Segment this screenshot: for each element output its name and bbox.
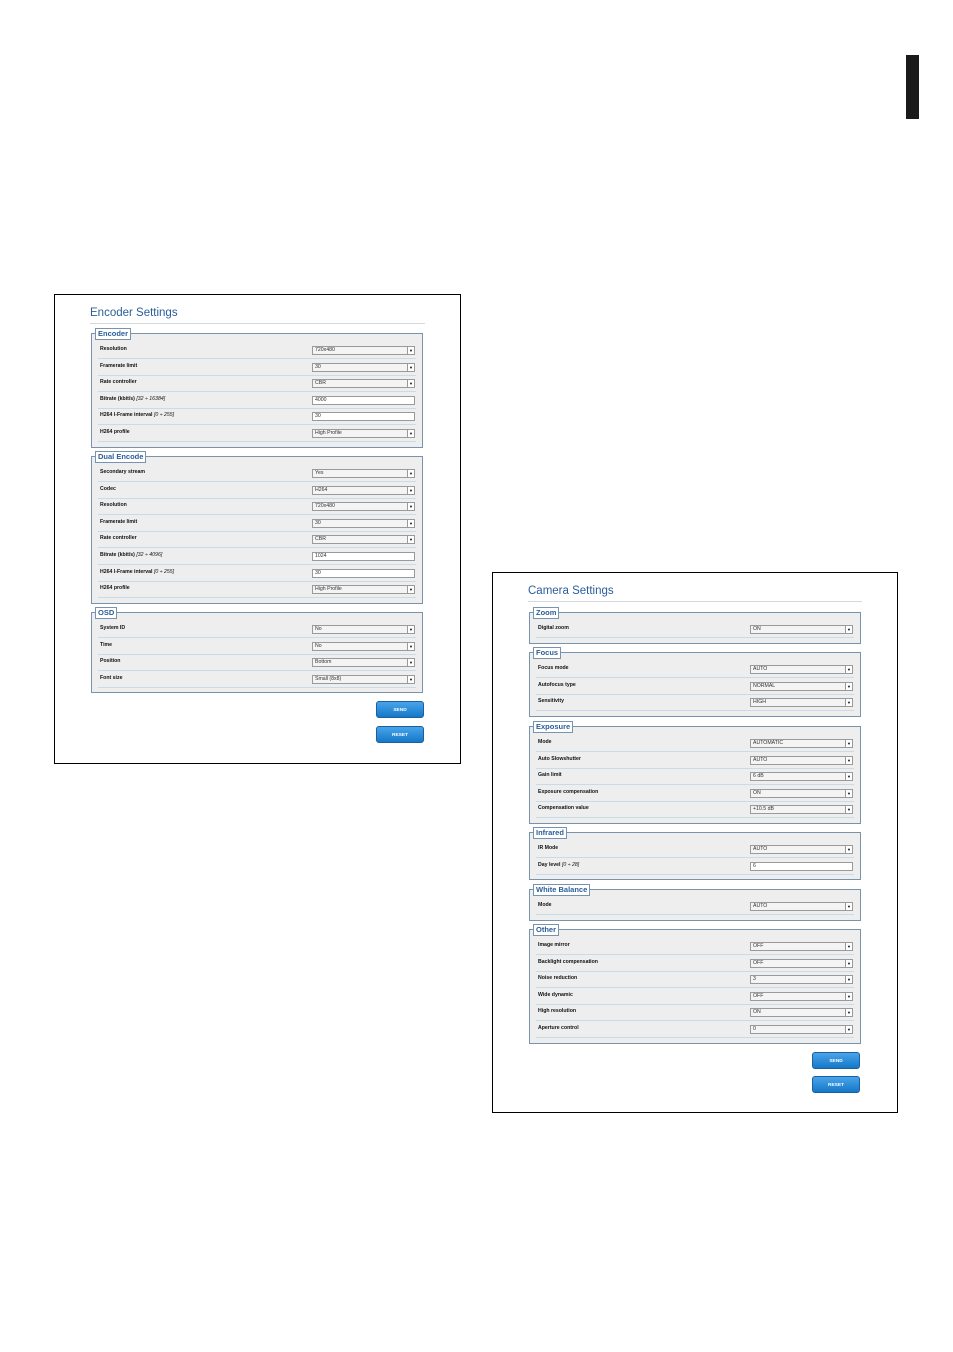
send-button[interactable]: SEND (376, 701, 424, 718)
setting-label (538, 698, 564, 704)
control-value: H264 (315, 486, 328, 493)
dropdown-arrow-icon[interactable]: ▼ (407, 503, 414, 510)
reset-button[interactable]: RESET (376, 726, 424, 743)
setting-row-auto-slowshutter (536, 753, 854, 769)
setting-row-day-level (536, 859, 854, 875)
setting-label (100, 379, 137, 385)
setting-label-text: H264 profile (100, 585, 130, 592)
setting-label (100, 658, 120, 664)
dropdown-arrow-icon[interactable]: ▼ (407, 659, 414, 666)
bitrate-kbit-s-input[interactable] (312, 552, 415, 561)
group-legend: Encoder (95, 328, 131, 340)
group-legend: Focus (533, 647, 561, 659)
setting-row-rate-controller (98, 532, 416, 548)
dropdown-arrow-icon[interactable]: ▼ (845, 1009, 852, 1016)
setting-label (538, 625, 569, 631)
control-value: 720x480 (315, 503, 335, 510)
control-value: CBR (315, 380, 326, 387)
group-legend: OSD (95, 607, 117, 619)
setting-row-time (98, 639, 416, 655)
control-value: AUTOMATIC (753, 740, 784, 746)
setting-row-exposure-compensation (536, 786, 854, 802)
setting-range: [0 ÷ 255] (153, 412, 175, 419)
setting-row-resolution (98, 499, 416, 515)
control-value: 30 (315, 413, 321, 420)
setting-row-font-size (98, 672, 416, 688)
setting-row-rate-controller (98, 376, 416, 392)
setting-label-text: Rate controller (100, 535, 137, 542)
setting-label (538, 862, 579, 868)
rate-controller-dropdown[interactable] (312, 535, 415, 544)
setting-row-framerate-limit (98, 516, 416, 532)
wide-dynamic-dropdown[interactable] (750, 992, 853, 1001)
control-value: HIGH (753, 699, 766, 706)
dropdown-arrow-icon[interactable]: ▼ (845, 773, 852, 780)
setting-label (100, 469, 145, 475)
setting-label (100, 346, 127, 352)
send-button[interactable]: SEND (812, 1052, 860, 1069)
setting-row-gain-limit (536, 769, 854, 785)
setting-row-aperture-control (536, 1022, 854, 1038)
encoder-settings-title: Encoder Settings (90, 307, 178, 319)
control-value: OFF (753, 959, 764, 966)
setting-label (100, 535, 137, 541)
group-other (529, 925, 861, 1044)
setting-label-text: Time (100, 641, 113, 648)
h264-profile-dropdown[interactable] (312, 585, 415, 594)
setting-label-text: Rate controller (100, 379, 137, 386)
setting-label (100, 569, 174, 575)
setting-row-noise-reduction (536, 972, 854, 988)
setting-label-text: H264 I-Frame interval (100, 412, 153, 419)
sensitivity-dropdown[interactable] (750, 698, 853, 707)
setting-label-text: Secondary stream (100, 469, 145, 475)
secondary-stream-dropdown[interactable] (312, 469, 415, 478)
setting-row-system-id (98, 622, 416, 638)
setting-range: [0 ÷ 28] (561, 861, 580, 868)
control-value: +10.5 dB (753, 806, 774, 813)
setting-label-text: H264 profile (100, 429, 130, 435)
setting-label-text: Resolution (100, 502, 127, 509)
group-focus (529, 648, 861, 717)
group-legend: Infrared (533, 827, 567, 839)
setting-row-h264-i-frame-interval (98, 566, 416, 582)
control-value: ON (753, 626, 761, 632)
dropdown-arrow-icon[interactable]: ▼ (845, 699, 852, 706)
group-legend: Other (533, 924, 559, 936)
setting-label-text: Gain limit (538, 772, 562, 779)
setting-label (538, 1025, 579, 1031)
setting-label (538, 805, 589, 811)
setting-label (538, 789, 598, 795)
h264-profile-dropdown[interactable] (312, 429, 415, 438)
setting-label (100, 519, 137, 525)
dropdown-arrow-icon[interactable]: ▼ (407, 470, 414, 477)
setting-row-image-mirror (536, 939, 854, 955)
setting-label (538, 682, 576, 688)
aperture-control-dropdown[interactable] (750, 1025, 853, 1034)
setting-label-text: Position (100, 658, 121, 665)
dropdown-arrow-icon[interactable]: ▼ (845, 626, 852, 633)
setting-label (538, 665, 569, 671)
setting-label-text: Mode (538, 739, 552, 745)
setting-row-bitrate-kbit-s (98, 393, 416, 409)
group-legend: White Balance (533, 884, 590, 896)
setting-row-sensitivity (536, 695, 854, 711)
setting-label-text: Framerate limit (100, 518, 138, 525)
setting-label (100, 429, 130, 435)
setting-label-text: Image mirror (538, 942, 570, 948)
setting-label-text: IR Mode (538, 845, 559, 851)
setting-label (100, 363, 137, 369)
dropdown-arrow-icon[interactable]: ▼ (845, 1026, 852, 1033)
h264-i-frame-interval-input[interactable] (312, 412, 415, 421)
setting-label (538, 959, 598, 965)
control-value: Small (8x8) (315, 675, 342, 682)
setting-range: [32 ÷ 4096] (136, 552, 163, 558)
setting-label-text: Mode (538, 902, 552, 908)
group-legend: Zoom (533, 607, 559, 619)
auto-slowshutter-dropdown[interactable] (750, 756, 853, 765)
dropdown-arrow-icon[interactable]: ▼ (407, 347, 414, 354)
setting-row-autofocus-type (536, 679, 854, 695)
control-value: 3 (753, 976, 756, 983)
title-divider (90, 323, 425, 324)
setting-label (538, 902, 552, 908)
codec-dropdown[interactable] (312, 486, 415, 495)
setting-label-text: Backlight compensation (538, 958, 598, 965)
setting-label (538, 756, 581, 762)
setting-row-secondary-stream (98, 466, 416, 482)
setting-row-mode (536, 736, 854, 752)
setting-row-bitrate-kbit-s (98, 549, 416, 565)
setting-row-resolution (98, 343, 416, 359)
setting-row-compensation-value (536, 802, 854, 818)
image-mirror-dropdown[interactable] (750, 942, 853, 951)
rate-controller-dropdown[interactable] (312, 379, 415, 388)
control-value: ON (753, 789, 761, 796)
framerate-limit-dropdown[interactable] (312, 363, 415, 372)
control-value: 30 (315, 569, 321, 576)
setting-row-digital-zoom (536, 622, 854, 638)
position-dropdown[interactable] (312, 658, 415, 667)
bitrate-kbit-s-input[interactable] (312, 396, 415, 405)
setting-row-backlight-compensation (536, 956, 854, 972)
exposure-compensation-dropdown[interactable] (750, 789, 853, 798)
setting-label (100, 675, 122, 681)
setting-row-h264-profile (98, 582, 416, 598)
framerate-limit-dropdown[interactable] (312, 519, 415, 528)
setting-label (538, 975, 577, 981)
font-size-dropdown[interactable] (312, 675, 415, 684)
setting-label-text: Codec (100, 485, 116, 492)
resolution-dropdown[interactable] (312, 346, 415, 355)
h264-i-frame-interval-input[interactable] (312, 569, 415, 578)
setting-label (100, 396, 165, 402)
dropdown-arrow-icon[interactable]: ▼ (407, 643, 414, 650)
gain-limit-dropdown[interactable] (750, 772, 853, 781)
dropdown-arrow-icon[interactable]: ▼ (845, 790, 852, 797)
control-value: ON (753, 1009, 761, 1016)
noise-reduction-dropdown[interactable] (750, 975, 853, 984)
dropdown-arrow-icon[interactable]: ▼ (845, 740, 852, 747)
setting-label-text: Autofocus type (538, 681, 576, 688)
mode-dropdown[interactable] (750, 739, 853, 748)
control-value: 0 (753, 1026, 756, 1032)
control-value: 720x480 (315, 347, 335, 353)
dropdown-arrow-icon[interactable]: ▼ (845, 757, 852, 764)
control-value: 6 dB (753, 773, 764, 780)
setting-label-text: High resolution (538, 1008, 577, 1015)
dropdown-arrow-icon[interactable]: ▼ (407, 520, 414, 527)
group-white-balance (529, 885, 861, 921)
setting-label (100, 585, 130, 591)
setting-label (100, 642, 112, 648)
setting-label-text: Sensitivity (538, 698, 564, 705)
setting-label-text: Aperture control (538, 1025, 579, 1031)
control-value: High Profile (315, 430, 342, 436)
encoder-settings-panel (54, 294, 461, 764)
control-value: High Profile (315, 586, 342, 593)
setting-label (100, 625, 125, 631)
day-level-input[interactable] (750, 862, 853, 871)
dropdown-arrow-icon[interactable]: ▼ (407, 380, 414, 387)
digital-zoom-dropdown[interactable] (750, 625, 853, 634)
setting-label-text: Exposure compensation (538, 788, 599, 795)
setting-label-text: Resolution (100, 346, 127, 352)
setting-label (538, 1008, 576, 1014)
setting-label-text: Wide dynamic (538, 991, 573, 998)
dropdown-arrow-icon[interactable]: ▼ (407, 487, 414, 494)
setting-label (100, 502, 127, 508)
control-value: AUTO (753, 903, 768, 909)
group-encoder (91, 329, 423, 448)
dropdown-arrow-icon[interactable]: ▼ (407, 676, 414, 683)
dropdown-arrow-icon[interactable]: ▼ (845, 993, 852, 1000)
dropdown-arrow-icon[interactable]: ▼ (845, 976, 852, 983)
setting-label-text: Bitrate (kbit/s) (100, 552, 135, 558)
dropdown-arrow-icon[interactable]: ▼ (845, 846, 852, 853)
dropdown-arrow-icon[interactable]: ▼ (845, 666, 852, 673)
group-exposure (529, 722, 861, 824)
setting-label-text: H264 I-Frame interval (100, 568, 153, 575)
resolution-dropdown[interactable] (312, 502, 415, 511)
control-value: 6 (753, 862, 756, 869)
ir-mode-dropdown[interactable] (750, 845, 853, 854)
dropdown-arrow-icon[interactable]: ▼ (845, 806, 852, 813)
setting-row-framerate-limit (98, 360, 416, 376)
dropdown-arrow-icon[interactable]: ▼ (407, 536, 414, 543)
dropdown-arrow-icon[interactable]: ▼ (407, 364, 414, 371)
control-value: AUTO (753, 756, 768, 763)
dropdown-arrow-icon[interactable]: ▼ (845, 943, 852, 950)
setting-label (538, 992, 573, 998)
setting-row-codec (98, 483, 416, 499)
control-value: 30 (315, 363, 321, 370)
group-legend: Exposure (533, 721, 573, 733)
compensation-value-dropdown[interactable] (750, 805, 853, 814)
setting-label (538, 845, 558, 851)
control-value: OFF (753, 992, 764, 999)
setting-range: [32 ÷ 16384] (136, 395, 166, 402)
dropdown-arrow-icon[interactable]: ▼ (407, 626, 414, 633)
group-infrared (529, 828, 861, 880)
control-value: AUTO (753, 846, 768, 852)
dropdown-arrow-icon[interactable]: ▼ (845, 903, 852, 910)
control-value: AUTO (753, 666, 768, 672)
focus-mode-dropdown[interactable] (750, 665, 853, 674)
control-value: NORMAL (753, 682, 776, 689)
time-dropdown[interactable] (312, 642, 415, 651)
control-value: CBR (315, 536, 326, 543)
setting-label-text: Compensation value (538, 805, 589, 812)
group-osd (91, 608, 423, 693)
setting-label (100, 486, 116, 492)
setting-label (538, 942, 570, 948)
control-value: 4000 (315, 396, 327, 403)
group-dual-encode (91, 452, 423, 604)
control-value: 1024 (315, 553, 327, 559)
setting-label-text: Bitrate (kbit/s) (100, 395, 135, 402)
system-id-dropdown[interactable] (312, 625, 415, 634)
setting-range: [0 ÷ 255] (153, 568, 175, 575)
group-zoom (529, 608, 861, 644)
title-divider (528, 601, 862, 602)
setting-row-ir-mode (536, 842, 854, 858)
reset-button[interactable]: RESET (812, 1076, 860, 1093)
control-value: No (315, 626, 322, 632)
setting-label-text: Auto Slowshutter (538, 755, 581, 762)
setting-label (538, 739, 552, 745)
group-legend: Dual Encode (95, 451, 146, 463)
setting-row-focus-mode (536, 662, 854, 678)
setting-row-h264-profile (98, 426, 416, 442)
control-value: No (315, 642, 322, 649)
camera-settings-panel (492, 572, 898, 1113)
setting-row-wide-dynamic (536, 989, 854, 1005)
mode-dropdown[interactable] (750, 902, 853, 911)
setting-label-text: Digital zoom (538, 625, 569, 631)
setting-label (100, 552, 162, 558)
setting-label (538, 772, 562, 778)
setting-label-text: Framerate limit (100, 362, 138, 369)
backlight-compensation-dropdown[interactable] (750, 959, 853, 968)
control-value: Yes (315, 470, 324, 476)
setting-label-text: Focus mode (538, 665, 569, 671)
high-resolution-dropdown[interactable] (750, 1008, 853, 1017)
setting-label (100, 412, 174, 418)
chapter-tab-marker (906, 55, 919, 119)
camera-settings-title: Camera Settings (528, 585, 614, 597)
dropdown-arrow-icon[interactable]: ▼ (845, 960, 852, 967)
setting-row-high-resolution (536, 1005, 854, 1021)
dropdown-arrow-icon[interactable]: ▼ (845, 683, 852, 690)
control-value: 30 (315, 519, 321, 526)
autofocus-type-dropdown[interactable] (750, 682, 853, 691)
setting-label-text: System ID (100, 625, 126, 631)
control-value: OFF (753, 943, 764, 949)
dropdown-arrow-icon[interactable]: ▼ (407, 586, 414, 593)
setting-label-text: Font size (100, 674, 123, 681)
setting-label-text: Noise reduction (538, 975, 578, 982)
setting-row-mode (536, 899, 854, 915)
setting-row-h264-i-frame-interval (98, 409, 416, 425)
dropdown-arrow-icon[interactable]: ▼ (407, 430, 414, 437)
setting-label-text: Day level (538, 861, 561, 868)
control-value: Bottom (315, 659, 332, 666)
setting-row-position (98, 655, 416, 671)
